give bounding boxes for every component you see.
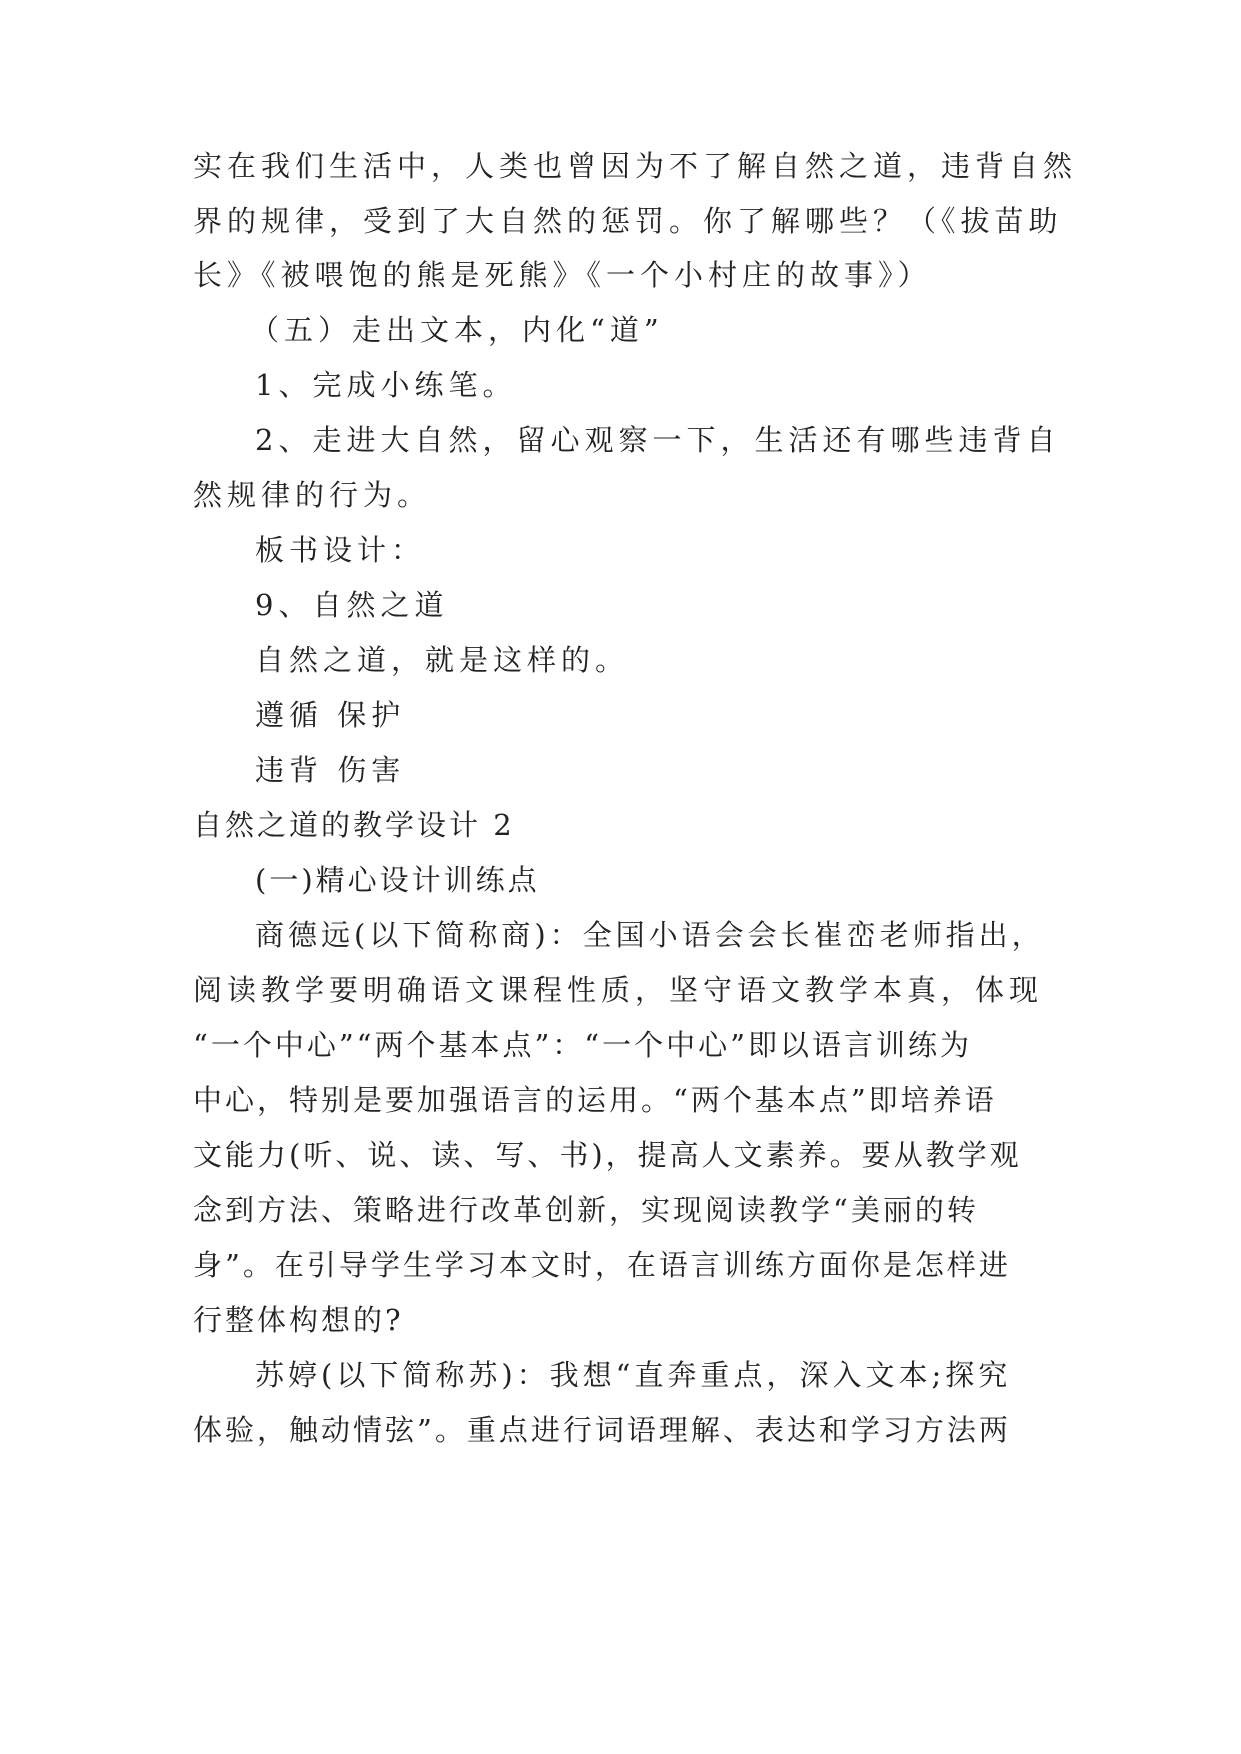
board-line: 违背 伤害 (255, 753, 406, 787)
paragraph-line: 文能力(听、说、读、写、书)，提高人文素养。要从教学观 (193, 1138, 1022, 1172)
paragraph-line: 行整体构想的? (193, 1303, 404, 1337)
paragraph-line: 体验，触动情弦”。重点进行词语理解、表达和学习方法两 (193, 1413, 1011, 1447)
list-item: 2、走进大自然，留心观察一下，生活还有哪些违背自 (255, 423, 1061, 457)
board-line: 遵循 保护 (255, 698, 406, 732)
text-line: 然规律的行为。 (193, 478, 432, 512)
paragraph-line: 念到方法、策略进行改革创新，实现阅读教学“美丽的转 (193, 1193, 979, 1227)
paragraph-line: 中心，特别是要加强语言的运用。“两个基本点”即培养语 (193, 1083, 997, 1117)
board-line: 自然之道，就是这样的。 (255, 643, 630, 677)
section-title: 自然之道的教学设计 2 (193, 808, 515, 842)
paragraph-line: 苏婷(以下简称苏)：我想“直奔重点，深入文本;探究 (255, 1358, 1012, 1392)
text-line: 长》《被喂饱的熊是死熊》《一个小村庄的故事》） (193, 258, 932, 292)
section-heading: （五）走出文本，内化“道” (250, 313, 664, 347)
paragraph-line: 商德远(以下简称商)：全国小语会会长崔峦老师指出， (255, 918, 1045, 952)
text-line: 实在我们生活中，人类也曾因为不了解自然之道，违背自然 (193, 149, 1078, 183)
board-title: 9、自然之道 (255, 588, 449, 622)
list-item: 1、完成小练笔。 (255, 368, 517, 402)
paragraph-line: 阅读教学要明确语文课程性质，坚守语文教学本真，体现 (193, 973, 1044, 1007)
paragraph-line: “一个中心”“两个基本点”：“一个中心”即以语言训练为 (193, 1028, 972, 1062)
subsection-heading: (一)精心设计训练点 (255, 863, 540, 897)
text-line: 界的规律，受到了大自然的惩罚。你了解哪些？（《拔苗助 (193, 204, 1063, 238)
paragraph-line: 身”。在引导学生学习本文时，在语言训练方面你是怎样进 (193, 1248, 1011, 1282)
board-design-label: 板书设计： (255, 533, 426, 567)
